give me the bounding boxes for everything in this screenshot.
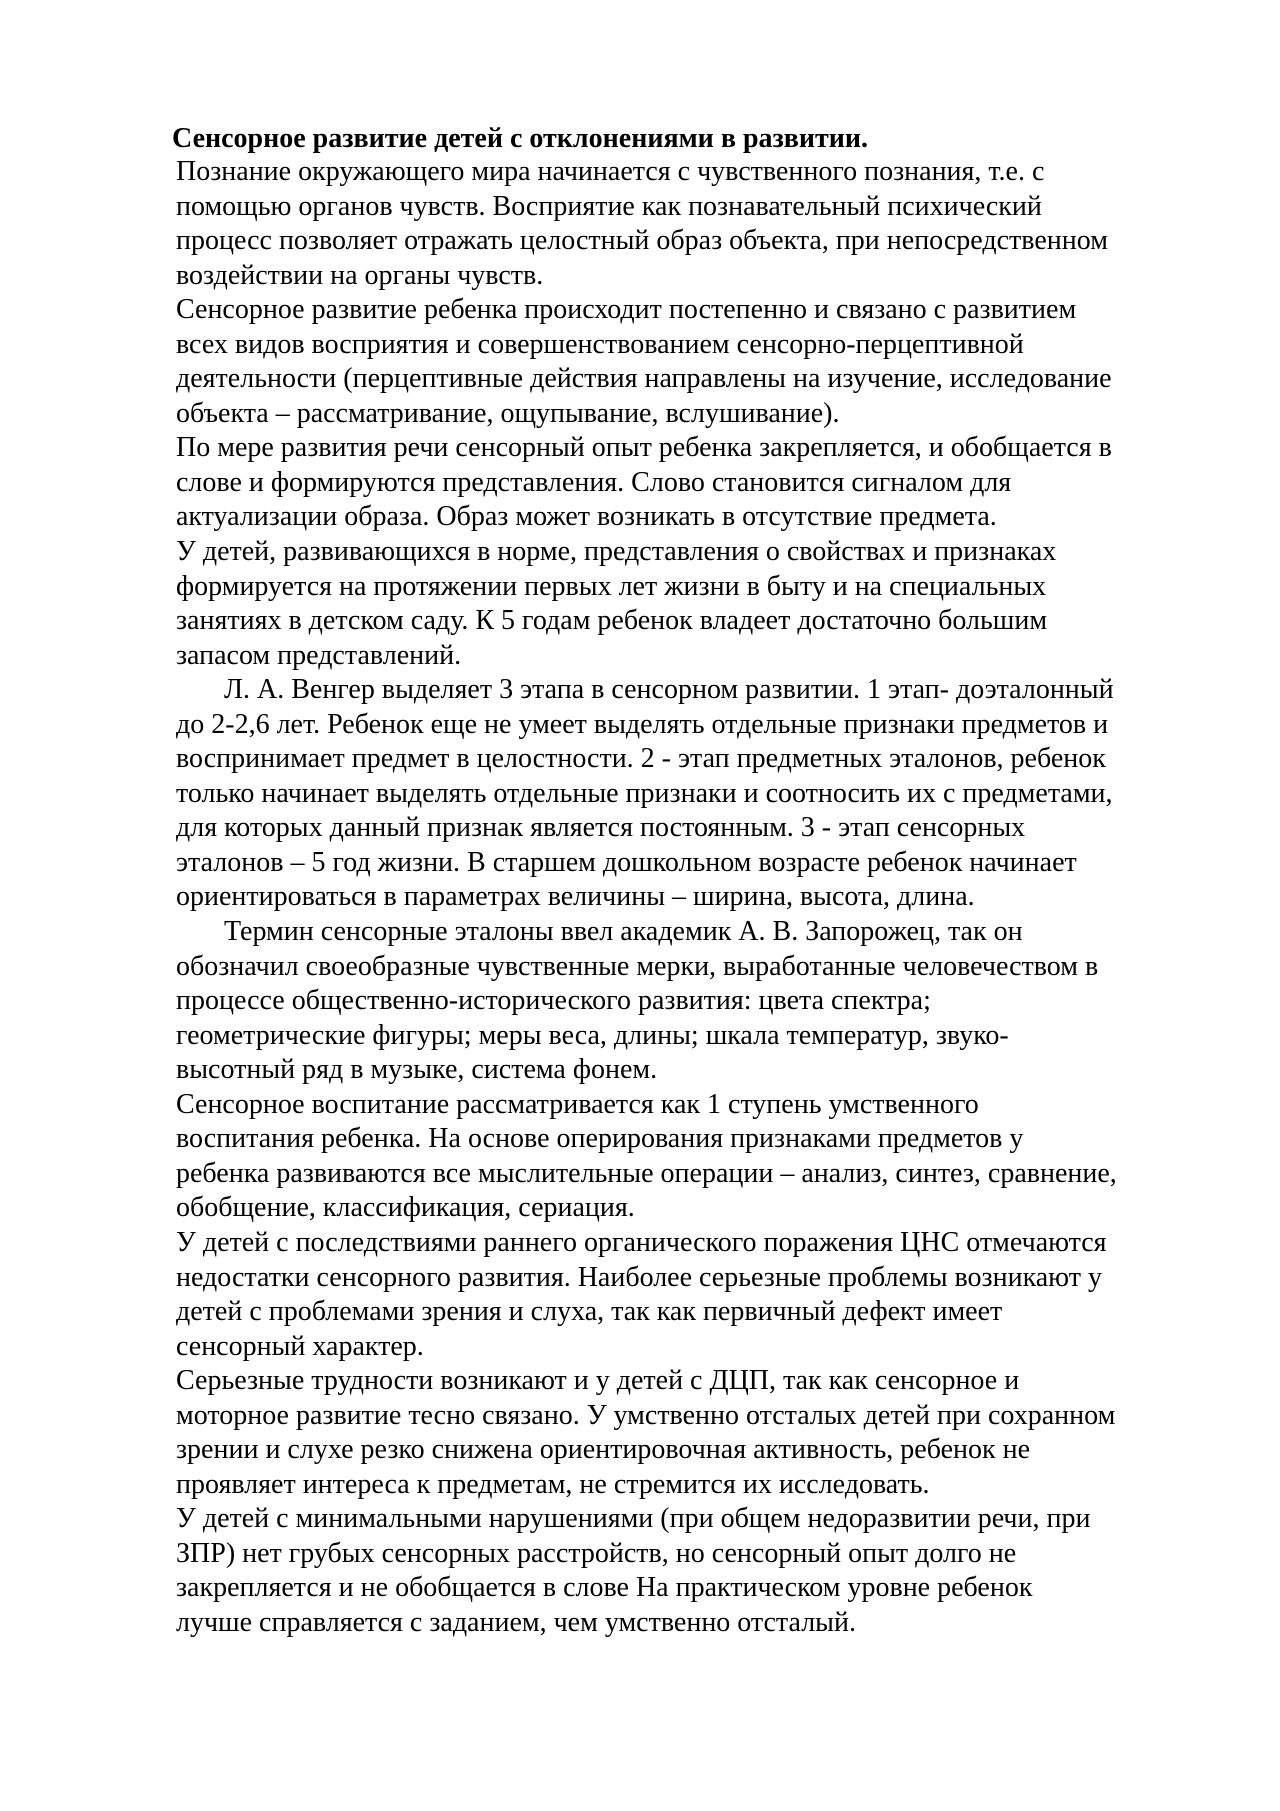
text-line: только начинает выделять отдельные признаки и соотносить их с предметами, [176, 777, 1113, 809]
text-line: для которых данный признак является постоянным. 3 - этап сенсорных [176, 812, 1026, 844]
text-line: слове и формируются представления. Слово становится сигналом для [176, 466, 1012, 498]
text-line: Познание окружающего мира начинается с чувственного познания, т.е. с [176, 156, 1045, 187]
text-line: ребенка развиваются все мыслительные операции – анализ, синтез, сравнение, [176, 1157, 1117, 1189]
text-line: Серьезные трудности возникают и у детей с ДЦП, так как сенсорное и [176, 1365, 1020, 1397]
text-line: высотный ряд в музыке, система фонем. [176, 1054, 658, 1086]
text-line: воспринимает предмет в целостности. 2 - этап предметных эталонов, ребенок [176, 743, 1106, 775]
text-line: обобщение, классификация, сериация. [176, 1192, 635, 1224]
text-line: зрении и слухе резко снижена ориентировочная активность, ребенок не [176, 1434, 1031, 1466]
text-line: ЗПР) нет грубых сенсорных расстройств, но сенсорный опыт долго не [176, 1537, 1017, 1569]
text-line: воспитания ребенка. На основе оперирования признаками предметов у [176, 1123, 1024, 1155]
text-line: моторное развитие тесно связано. У умственно отсталых детей при сохранном [176, 1399, 1116, 1431]
text-line: помощью органов чувств. Восприятие как познавательный психический [176, 190, 1042, 222]
text-line: Сенсорное развитие ребенка происходит постепенно и связано с развитием [176, 294, 1077, 326]
text-line: всех видов восприятия и совершенствованием сенсорно-перцептивной [176, 328, 1024, 360]
text-line: ориентироваться в параметрах величины – ширина, высота, длина. [176, 881, 975, 913]
text-line: недостатки сенсорного развития. Наиболее серьезные проблемы возникают у [176, 1261, 1102, 1293]
text-line: эталонов – 5 год жизни. В старшем дошкольном возрасте ребенок начинает [176, 846, 1077, 878]
text-line: воздействии на органы чувств. [176, 259, 544, 291]
text-line: У детей, развивающихся в норме, представления о свойствах и признаках [176, 536, 1057, 568]
text-line: У детей с последствиями раннего органического поражения ЦНС отмечаются [176, 1226, 1107, 1258]
text-line: Сенсорное воспитание рассматривается как 1 ступень умственного [176, 1088, 979, 1120]
text-line: По мере развития речи сенсорный опыт ребенка закрепляется, и обобщается в [176, 432, 1112, 464]
text-line: деятельности (перцептивные действия направлены на изучение, исследование [176, 363, 1112, 395]
text-line: формируется на протяжении первых лет жизни в быту и на специальных [176, 570, 1047, 602]
text-line: сенсорный характер. [176, 1330, 424, 1362]
text-line: проявляет интереса к предметам, не стремится их исследовать. [176, 1468, 930, 1500]
document-text [172, 155, 1212, 1641]
text-line: закрепляется и не обобщается в слове На практическом уровне ребенок [176, 1572, 1033, 1604]
text-line: актуализации образа. Образ может возникать в отсутствие предмета. [176, 501, 997, 533]
text-line: У детей с минимальными нарушениями (при общем недоразвитии речи, при [176, 1503, 1091, 1535]
text-line: Термин сенсорные эталоны ввел академик А. В. Запорожец, так он [224, 916, 1023, 948]
text-line: геометрические фигуры; меры веса, длины; шкала температур, звуко- [176, 1019, 1009, 1051]
text-line: процесс позволяет отражать целостный образ объекта, при непосредственном [176, 225, 1108, 257]
text-line: лучше справляется с заданием, чем умственно отсталый. [176, 1606, 856, 1638]
document-body [172, 122, 1212, 1641]
text-line: запасом представлений. [176, 639, 462, 671]
text-line: детей с проблемами зрения и слуха, так как первичный дефект имеет [176, 1296, 1003, 1328]
text-line: процессе общественно-исторического развития: цвета спектра; [176, 985, 931, 1017]
text-line: до 2-2,6 лет. Ребенок еще не умеет выделять отдельные признаки предметов и [176, 708, 1109, 740]
text-line: обозначил своеобразные чувственные мерки, выработанные человечеством в [176, 950, 1099, 982]
text-line: занятиях в детском саду. К 5 годам ребенок владеет достаточно большим [176, 605, 1048, 637]
text-line: Л. А. Венгер выделяет 3 этапа в сенсорном развитии. 1 этап- доэталонный [224, 674, 1114, 706]
text-line: объекта – рассматривание, ощупывание, вслушивание). [176, 397, 840, 429]
document-title: Сенсорное развитие детей с отклонениями в развитии. [172, 123, 869, 154]
